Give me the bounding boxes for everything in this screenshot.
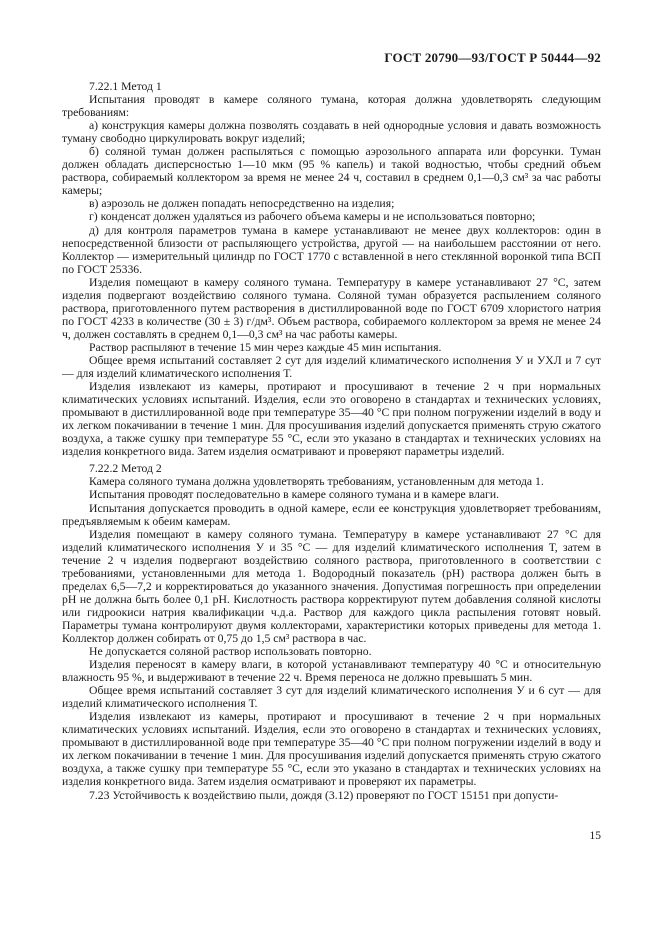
list-item-v: в) аэрозоль не должен попадать непосредственно на изделия; — [89, 197, 395, 211]
paragraph: Испытания допускается проводить в одной камере, если ее конструкция удовлетворяет требованиям, предъявляемым к обеим камерам. — [62, 501, 601, 528]
paragraph: Испытания проводят последовательно в камере соляного тумана и в камере влаги. — [89, 488, 500, 502]
list-item-g: г) конденсат должен удаляться из рабочего объема камеры и не использоваться повторно; — [89, 210, 536, 224]
paragraph: Изделия помещают в камеру соляного тумана. Температуру в камере устанавливают 27 °С, затем изделия подвергают воздействию соляного тумана. Соляной туман образуется распылением соляного раствора, приготовленного путем растворения в дистиллированной воде по ГОСТ 6709 хлористого натрия по ГОСТ 4233 в количестве (30 ± 3) г/дм³. Объем раствора, собираемого коллектором за время не менее 24 ч, должен составлять в среднем 0,1—0,3 см³ на час работы камеры. — [62, 275, 601, 341]
document-body — [62, 80, 601, 802]
list-item-d: д) для контроля параметров тумана в камере устанавливают не менее двух коллекторов: один в непосредственной близости от распыляющего устройства, другой — на наибольшем расстоянии от него. Коллектор — измерительный цилиндр по ГОСТ 1770 с вставленной в него стеклянной воронкой типа ВСП по ГОСТ 25336. — [62, 223, 601, 276]
paragraph: Раствор распыляют в течение 15 мин через каждые 45 мин испытания. — [89, 340, 442, 354]
paragraph: Не допускается соляной раствор использовать повторно. — [89, 645, 372, 659]
paragraph: Камера соляного тумана должна удовлетворять требованиям, установленным для метода 1. — [89, 475, 544, 489]
paragraph: Изделия переносят в камеру влаги, в которой устанавливают температуру 40 °С и относительную влажность 95 %, и выдерживают в течение 22 ч. Время переноса не должно превышать 5 мин. — [62, 658, 601, 685]
document-standard-header: ГОСТ 20790—93/ГОСТ Р 50444—92 — [384, 50, 601, 65]
section-heading-7-22-2: 7.22.2 Метод 2 — [89, 462, 162, 476]
list-item-b: б) соляной туман должен распыляться с помощью аэрозольного аппарата или форсунки. Туман должен обладать дисперсностью 1—10 мкм (95 % капель) и такой водностью, чтобы средний объем раствора, собираемый коллектором за время не менее 24 ч, составил в среднем 0,1—0,3 см³ за час работы камеры; — [62, 145, 601, 198]
list-item-a: а) конструкция камеры должна позволять создавать в ней однородные условия и давать возможность туману свободно циркулировать вокруг изделий; — [62, 119, 601, 146]
paragraph: Изделия извлекают из камеры, протирают и просушивают в течение 2 ч при нормальных климатических условиях испытаний. Изделия, если это оговорено в стандартах и технических условиях, промывают в дистиллированной воде при температуре 35—40 °С при полном погружении изделий в воду и их легком покачивании в течение 1 мин. Для просушивания изделий допускается применять струю сжатого воздуха, а также сушку при температуре 55 °С, если это указано в стандартах и технических условиях на изделия конкретного вида. Затем изделия осматривают и проверяют их параметры. — [62, 710, 601, 789]
section-heading-7-22-1: 7.22.1 Метод 1 — [89, 80, 162, 93]
section-start-7-23: 7.23 Устойчивость к воздействию пыли, дождя (3.12) проверяют по ГОСТ 15151 при допусти- — [89, 788, 559, 802]
paragraph: Изделия извлекают из камеры, протирают и просушивают в течение 2 ч при нормальных климатических условиях испытаний. Изделия, если это оговорено в стандартах и технических условиях, промывают в дистиллированной воде при температуре 35—40 °С при полном погружении изделий в воду и их легком покачивании в течение 1 мин. Для просушивания изделий допускается применять струю сжатого воздуха, а также сушку при температуре 55 °С, если это указано в стандартах и технических условиях на изделия конкретного вида. Затем изделия осматривают и проверяют параметры изделий. — [62, 380, 601, 459]
paragraph: Испытания проводят в камере соляного тумана, которая должна удовлетворять следующим требованиям: — [62, 93, 601, 120]
paragraph: Изделия помещают в камеру соляного тумана. Температуру в камере устанавливают 27 °С для изделий климатического исполнения У и 35 °С — для изделий климатического исполнения Т, затем в течение 2 ч изделия подвергают воздействию соляного раствора, приготовленного в соответствии с требованиями, установленными для метода 1. Водородный показатель (рН) раствора должен быть в пределах 6,5—7,2 и корректироваться до указанного значения. Допустимая погрешность при определении рН не должна быть более 0,1 рН. Кислотность раствора корректируют путем добавления соляной кислоты или гидроокиси натрия квалификации ч.д.а. Раствор для каждого цикла распыления готовят новый. Параметры тумана контролируют двумя коллекторами, характеристики которых приведены для метода 1. Коллектор должен собирать от 0,75 до 1,5 см³ раствора в час. — [62, 527, 601, 645]
paragraph: Общее время испытаний составляет 3 сут для изделий климатического исполнения У и 6 сут — для изделий климатического исполнения Т. — [62, 684, 601, 711]
page-number: 15 — [589, 830, 601, 842]
paragraph: Общее время испытаний составляет 2 сут для изделий климатического исполнения У и УХЛ и 7 сут — для изделий климатического исполнения Т. — [62, 353, 601, 381]
